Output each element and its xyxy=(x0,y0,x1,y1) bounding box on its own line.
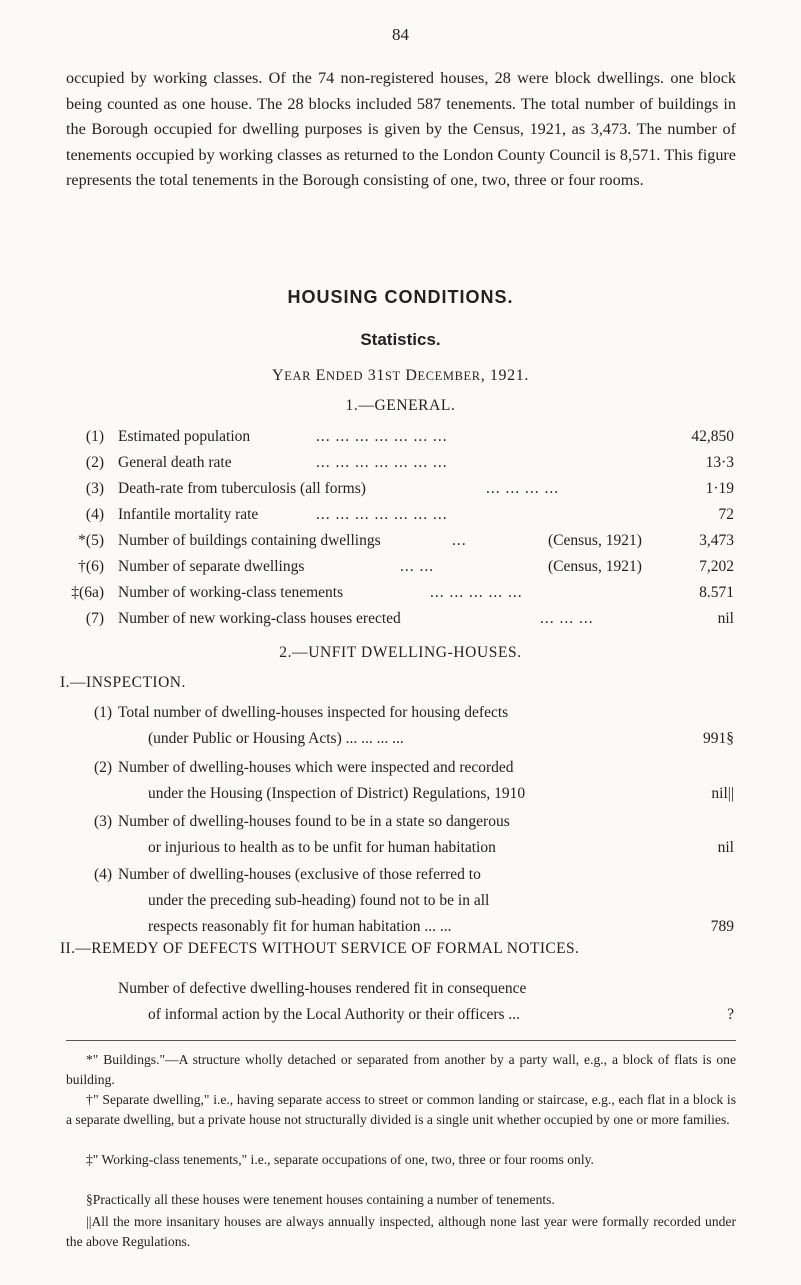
general-row xyxy=(0,502,801,528)
row-label: General death rate xyxy=(118,454,232,471)
remedy-text: Number of defective dwelling-houses rendered fit in consequence of informal action by the Local Authority or their officers ... xyxy=(118,980,527,1023)
year-heading: YEAR ENDED 31ST DECEMBER, 1921. xyxy=(272,367,529,384)
footnote: §Practically all these houses were tenement houses containing a number of tenements. xyxy=(86,1192,555,1207)
row-value: 3,473 xyxy=(699,532,734,549)
row-number: †(6) xyxy=(78,558,104,575)
row-label: Number of working-class tenements xyxy=(118,584,344,601)
footnote: ||All the more insanitary houses are always annually inspected, although none last year were formally recorded under the above Regulations. xyxy=(66,1214,736,1249)
row-label: Number of new working-class houses erected xyxy=(118,610,401,627)
row-value: 7,202 xyxy=(699,558,734,575)
general-heading: 1.—GENERAL. xyxy=(345,397,456,414)
general-row xyxy=(0,476,801,502)
item-number: (4) xyxy=(94,866,113,883)
row-label: Death-rate from tuberculosis (all forms) xyxy=(118,480,366,497)
row-value: 1·19 xyxy=(705,480,734,497)
remedy-value: ? xyxy=(727,1006,734,1023)
item-value: 991§ xyxy=(703,730,734,747)
row-value: 42,850 xyxy=(691,428,734,445)
item-number: (3) xyxy=(94,813,113,830)
row-number: (1) xyxy=(85,428,104,445)
general-row xyxy=(0,424,801,450)
census-note: (Census, 1921) xyxy=(548,558,642,575)
general-row xyxy=(0,606,801,632)
item-text: Number of dwelling-houses (exclusive of those referred to under the preceding sub-heading) found not to be in all respects reasonably fit for human habitation ... ... xyxy=(118,866,490,935)
footnote: *" Buildings."—A structure wholly detached or separated from another by a party wall, e.g., a block of flats is one building. xyxy=(66,1052,736,1087)
inspection-heading: I.—INSPECTION. xyxy=(60,674,186,691)
item-text: Number of dwelling-houses which were inspected and recorded under the Housing (Inspection of District) Regulations, 1910 xyxy=(118,759,526,802)
row-number: ‡(6a) xyxy=(71,584,104,601)
general-row xyxy=(0,528,801,554)
intro-paragraph: occupied by working classes. Of the 74 non-registered houses, 28 were block dwellings. one block being counted as one house. The 28 blocks included 587 tenements. The total number of buildings in the Borough occupied for dwelling purposes is given by the Census, 1921, as 3,473. The number of tenements occupied by working classes as returned to the London County Council is 8,571. This figure represents the total tenements in the Borough consisting of one, two, three or four rooms. xyxy=(66,69,736,190)
row-number: *(5) xyxy=(78,532,104,549)
leader-dots: ... ... xyxy=(400,558,435,575)
row-number: (3) xyxy=(85,480,104,497)
row-label: Number of buildings containing dwellings xyxy=(118,532,381,549)
leader-dots: ... xyxy=(452,532,467,549)
census-note: (Census, 1921) xyxy=(548,532,642,549)
footnote-divider xyxy=(66,1040,736,1041)
unfit-heading: 2.—UNFIT DWELLING-HOUSES. xyxy=(279,644,522,661)
item-value: nil|| xyxy=(711,785,734,802)
remedy-heading: II.—REMEDY OF DEFECTS WITHOUT SERVICE OF FORMAL NOTICES. xyxy=(60,940,580,957)
row-value: 72 xyxy=(718,506,734,523)
leader-dots: ... ... ... xyxy=(540,610,594,627)
row-value: 13·3 xyxy=(705,454,734,471)
row-value: nil xyxy=(717,610,734,627)
row-label: Number of separate dwellings xyxy=(118,558,305,575)
footnote: ‡" Working-class tenements," i.e., separate occupations of one, two, three or four rooms only. xyxy=(86,1152,594,1167)
item-text: Number of dwelling-houses found to be in a state so dangerous or injurious to health as to be unfit for human habitation xyxy=(118,813,510,856)
statistics-heading: Statistics. xyxy=(360,330,441,349)
section-heading: HOUSING CONDITIONS. xyxy=(287,287,514,307)
footnote: †" Separate dwelling," i.e., having separate access to street or common landing or staircase, e.g., each flat in a block is a separate dwelling, but a private house not structurally divided is a single unit whether occupied by one or more families. xyxy=(66,1092,736,1127)
item-text: Total number of dwelling-houses inspected for housing defects (under Public or Housing Acts) ... ... ... ... xyxy=(118,704,509,747)
row-label: Estimated population xyxy=(118,428,251,445)
leader-dots: ... ... ... ... ... ... ... xyxy=(316,428,448,445)
item-value: 789 xyxy=(710,918,734,935)
leader-dots: ... ... ... ... ... ... ... xyxy=(316,454,448,471)
row-number: (7) xyxy=(85,610,104,627)
item-value: nil xyxy=(717,839,734,856)
general-row xyxy=(0,450,801,476)
row-label: Infantile mortality rate xyxy=(118,506,259,523)
leader-dots: ... ... ... ... xyxy=(486,480,560,497)
leader-dots: ... ... ... ... ... ... ... xyxy=(316,506,448,523)
row-number: (4) xyxy=(85,506,104,523)
leader-dots: ... ... ... ... ... xyxy=(430,584,523,601)
item-number: (1) xyxy=(94,704,113,721)
general-row xyxy=(0,580,801,606)
item-number: (2) xyxy=(94,759,113,776)
general-row xyxy=(0,554,801,580)
row-number: (2) xyxy=(85,454,104,471)
page-number: 84 xyxy=(392,25,409,44)
row-value: 8.571 xyxy=(699,584,734,601)
